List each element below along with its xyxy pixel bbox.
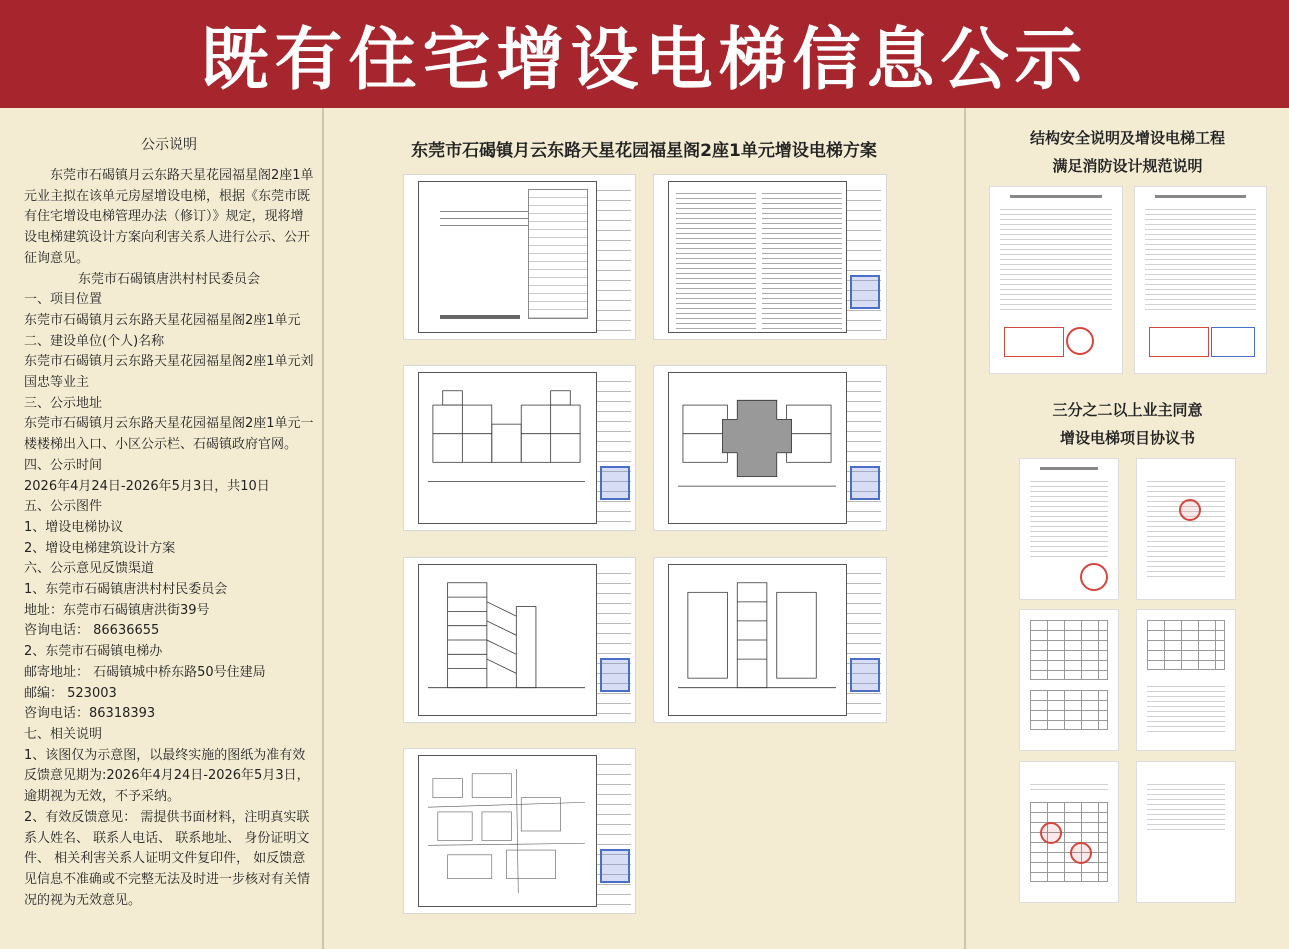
agreement-page <box>1136 761 1236 903</box>
notice-line: 1、增设电梯协议 <box>24 519 124 535</box>
notice-line: 东莞市石碣镇月云东路天星花园福星阁2座1单元刘国忠等业主 <box>24 354 314 391</box>
structural-safety-title-line1: 结构安全说明及增设电梯工程 <box>1029 129 1225 147</box>
agreement-title-line1: 三分之二以上业主同意 <box>1052 401 1203 419</box>
notice-line: 四、公示时间 <box>24 457 103 473</box>
drawings-panel <box>324 108 964 949</box>
drawing-site-plan-sheet <box>403 748 636 914</box>
notice-line: 地址：东莞市石碣镇唐洪街39号 <box>24 602 210 618</box>
notice-line: 2、东莞市石碣镇电梯办 <box>24 644 163 660</box>
documents-panel <box>966 108 1289 949</box>
notice-line: 东莞市石碣镇月云东路天星花园福星阁2座1单元一楼楼梯出入口、小区公示栏、石碣镇政府官网。 <box>24 416 314 453</box>
notice-panel <box>0 108 322 949</box>
agreement-page <box>1136 609 1236 751</box>
notice-line: 一、项目位置 <box>24 292 103 308</box>
agreement-title <box>966 396 1289 452</box>
notice-line: 邮编： 523003 <box>24 685 117 701</box>
agreement-title-line2: 增设电梯项目协议书 <box>1059 429 1195 447</box>
drawings-title: 东莞市石碣镇月云东路天星花园福星阁2座1单元增设电梯方案 <box>411 141 877 161</box>
drawing-elevation-sheet <box>403 557 636 723</box>
notice-lines <box>24 290 314 911</box>
notice-line: 咨询电话：86318393 <box>24 706 156 722</box>
notice-line: 三、公示地址 <box>24 395 103 411</box>
notice-line: 2、增设电梯建筑设计方案 <box>24 540 176 556</box>
page-title: 既有住宅增设电梯信息公示 <box>200 20 1089 100</box>
agreement-page <box>1019 458 1119 600</box>
agreement-page <box>1136 458 1236 600</box>
notice-line: 东莞市石碣镇月云东路天星花园福星阁2座1单元 <box>24 312 301 328</box>
notice-intro: 东莞市石碣镇月云东路天星花园福星阁2座1单元业主拟在该单元房屋增设电梯，根据《东莞市既有住宅增设电梯管理办法（修订）》规定，现将增设电梯建筑设计方案向利害关系人进行公示、公开征询意见。 <box>24 168 314 266</box>
notice-line: 2026年4月24日-2026年5月3日，共10日 <box>24 478 270 494</box>
drawing-design-notes-sheet <box>653 174 887 340</box>
notice-line: 五、公示图件 <box>24 499 103 515</box>
notice-line: 七、相关说明 <box>24 726 103 742</box>
notice-line: 二、建设单位(个人)名称 <box>24 333 165 349</box>
notice-line: 咨询电话： 86636655 <box>24 623 160 639</box>
notice-org: 东莞市石碣镇唐洪村村民委员会 <box>77 271 260 287</box>
agreement-page <box>1019 761 1119 903</box>
agreement-page <box>1019 609 1119 751</box>
header-banner <box>0 0 1289 108</box>
notice-title: 公示说明 <box>141 137 197 153</box>
notice-line: 1、东莞市石碣镇唐洪村村民委员会 <box>24 582 228 598</box>
drawing-section-sheet <box>653 557 887 723</box>
notice-line: 2、有效反馈意见： 需提供书面材料，注明真实联系人姓名、 联系人电话、 联系地址、 身份证明文件、 相关利害关系人证明文件复印件， 如反馈意见信息不准确或不完整无法及时进一步核对有关情况的视为无效意见。 <box>24 809 311 908</box>
fire-code-document <box>1134 186 1267 374</box>
notice-line: 1、该图仅为示意图，以最终实施的图纸为准有效反馈意见期为:2026年4月24日-2026年5月3日，逾期视为无效，不予采纳。 <box>24 747 310 805</box>
drawing-cover-sheet <box>403 174 636 340</box>
structural-safety-title <box>966 124 1289 180</box>
notice-body <box>24 166 314 911</box>
structural-safety-document <box>989 186 1123 374</box>
drawing-roof-plan-sheet <box>653 365 887 531</box>
notice-line: 六、公示意见反馈渠道 <box>24 561 155 577</box>
structural-safety-title-line2: 满足消防设计规范说明 <box>1052 157 1203 175</box>
drawing-floor-plan-sheet <box>403 365 636 531</box>
notice-line: 邮寄地址： 石碣镇城中桥东路50号住建局 <box>24 664 266 680</box>
